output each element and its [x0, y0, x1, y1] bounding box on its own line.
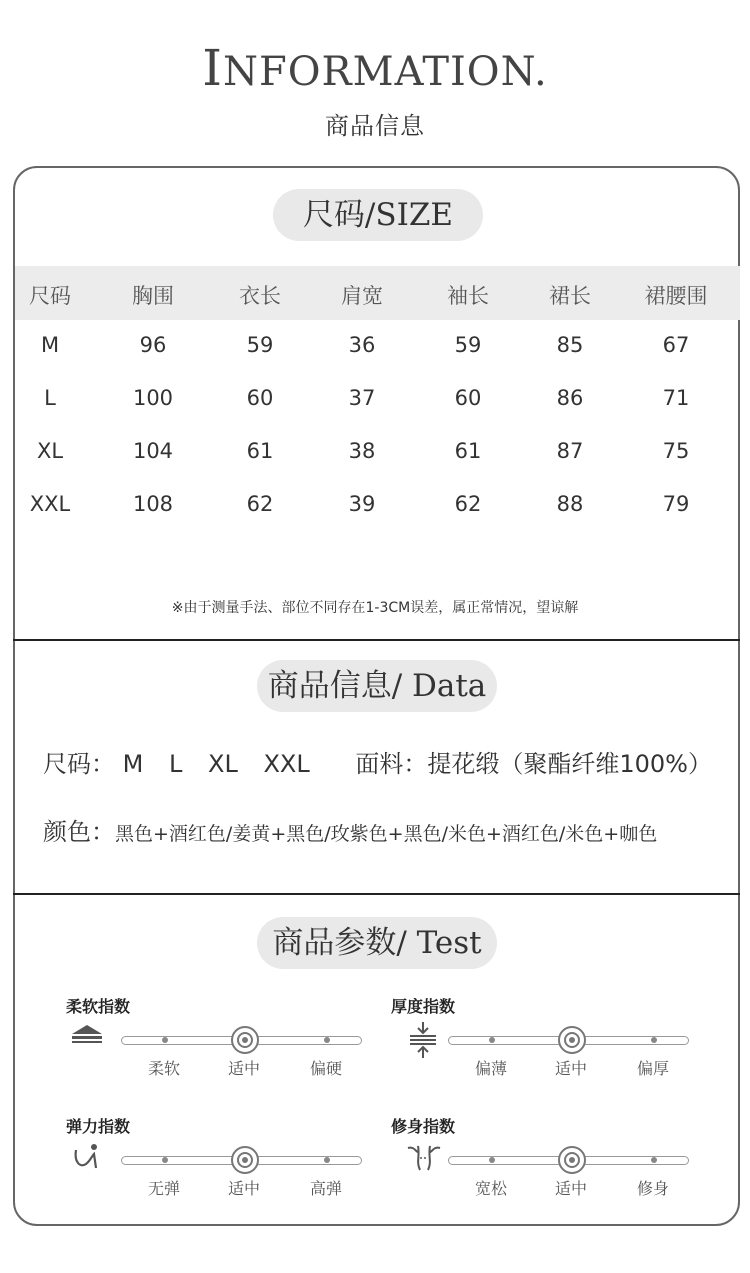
indicator-title: 修身指数 [391, 1117, 456, 1136]
section-divider [13, 893, 740, 895]
stretch-icon [72, 1142, 104, 1176]
size-row-label: XXL [29, 492, 71, 516]
indicator-label: 适中 [554, 1059, 587, 1078]
shoe-sole-icon [70, 1022, 104, 1048]
indicator-label: 修身 [636, 1179, 669, 1198]
table-cell: 38 [348, 439, 376, 463]
indicator-label: 偏薄 [474, 1059, 507, 1078]
indicator-knob [231, 1026, 259, 1054]
section-divider [13, 639, 740, 641]
fit-body-icon [406, 1142, 442, 1176]
indicator-track [121, 1156, 362, 1165]
title-rest: NFORMATION [223, 49, 535, 95]
indicator-label: 柔软 [147, 1059, 180, 1078]
table-cell: 85 [556, 333, 584, 357]
page-subtitle: 商品信息 [325, 112, 425, 140]
indicator-dot [489, 1157, 495, 1163]
indicator-title: 弹力指数 [66, 1117, 131, 1136]
indicator-track [448, 1156, 689, 1165]
indicator-label: 偏硬 [309, 1059, 342, 1078]
color-value: 黑色+酒红色/姜黄+黑色/玫紫色+黑色/米色+酒红色/米色+咖色 [115, 823, 658, 845]
size-option: M [122, 750, 144, 778]
table-cell: 36 [348, 333, 376, 357]
indicator-label: 偏厚 [636, 1059, 669, 1078]
table-cell: 62 [246, 492, 274, 516]
test-section-pill: 商品参数/ Test [257, 917, 497, 969]
indicator-track [448, 1036, 689, 1045]
column-header: 胸围 [132, 284, 174, 308]
indicator-title: 厚度指数 [391, 997, 456, 1016]
data-section-pill: 商品信息/ Data [257, 660, 497, 712]
table-cell: 59 [246, 333, 274, 357]
indicator-dot [162, 1037, 168, 1043]
indicator-label: 宽松 [474, 1179, 507, 1198]
color-line [43, 812, 657, 847]
column-header: 尺码 [29, 284, 71, 308]
size-option: L [169, 750, 183, 778]
table-cell: 60 [246, 386, 274, 410]
size-fabric-line [43, 744, 712, 779]
fabric-label: 面料： [355, 750, 428, 778]
column-header: 袖长 [447, 284, 489, 308]
size-option: XL [208, 750, 238, 778]
table-cell: 88 [556, 492, 584, 516]
table-cell: 87 [556, 439, 584, 463]
column-header: 衣长 [239, 284, 281, 308]
size-option: XXL [263, 750, 310, 778]
table-cell: 39 [348, 492, 376, 516]
indicator-dot [324, 1037, 330, 1043]
indicator-label: 高弹 [309, 1179, 342, 1198]
indicator-knob [231, 1146, 259, 1174]
indicator-label: 适中 [554, 1179, 587, 1198]
table-cell: 108 [132, 492, 174, 516]
table-cell: 37 [348, 386, 376, 410]
table-cell: 59 [454, 333, 482, 357]
size-section-pill: 尺码/SIZE [273, 189, 483, 241]
table-cell: 71 [662, 386, 690, 410]
table-cell: 96 [139, 333, 167, 357]
column-header: 裙长 [549, 284, 591, 308]
page-title [0, 38, 750, 102]
table-cell: 86 [556, 386, 584, 410]
table-cell: 62 [454, 492, 482, 516]
indicator-track [121, 1036, 362, 1045]
indicator-label: 适中 [227, 1059, 260, 1078]
table-cell: 60 [454, 386, 482, 410]
indicator-dot [324, 1157, 330, 1163]
indicator-title: 柔软指数 [66, 997, 131, 1016]
fabric-value: 提花缎（聚酯纤维100%） [427, 750, 712, 778]
size-row-label: L [44, 386, 56, 410]
thickness-icon [408, 1022, 438, 1062]
title-initial: I [202, 39, 223, 97]
indicator-dot [651, 1157, 657, 1163]
table-cell: 100 [132, 386, 174, 410]
table-cell: 75 [662, 439, 690, 463]
indicator-dot [651, 1037, 657, 1043]
indicator-dot [489, 1037, 495, 1043]
size-row-label: XL [36, 439, 64, 463]
table-cell: 67 [662, 333, 690, 357]
size-label: 尺码： [43, 750, 115, 778]
column-header: 肩宽 [341, 284, 383, 308]
table-cell: 104 [132, 439, 174, 463]
table-cell: 61 [246, 439, 274, 463]
measurement-note: ※由于测量手法、部位不同存在1-3CM误差，属正常情况，望谅解 [171, 600, 579, 616]
indicator-label: 无弹 [147, 1179, 180, 1198]
table-cell: 61 [454, 439, 482, 463]
indicator-label: 适中 [227, 1179, 260, 1198]
title-period: . [534, 49, 548, 95]
indicator-knob [558, 1026, 586, 1054]
column-header: 裙腰围 [644, 284, 708, 308]
indicator-knob [558, 1146, 586, 1174]
color-label: 颜色： [43, 818, 115, 846]
indicator-dot [162, 1157, 168, 1163]
table-cell: 79 [662, 492, 690, 516]
size-row-label: M [40, 333, 60, 357]
